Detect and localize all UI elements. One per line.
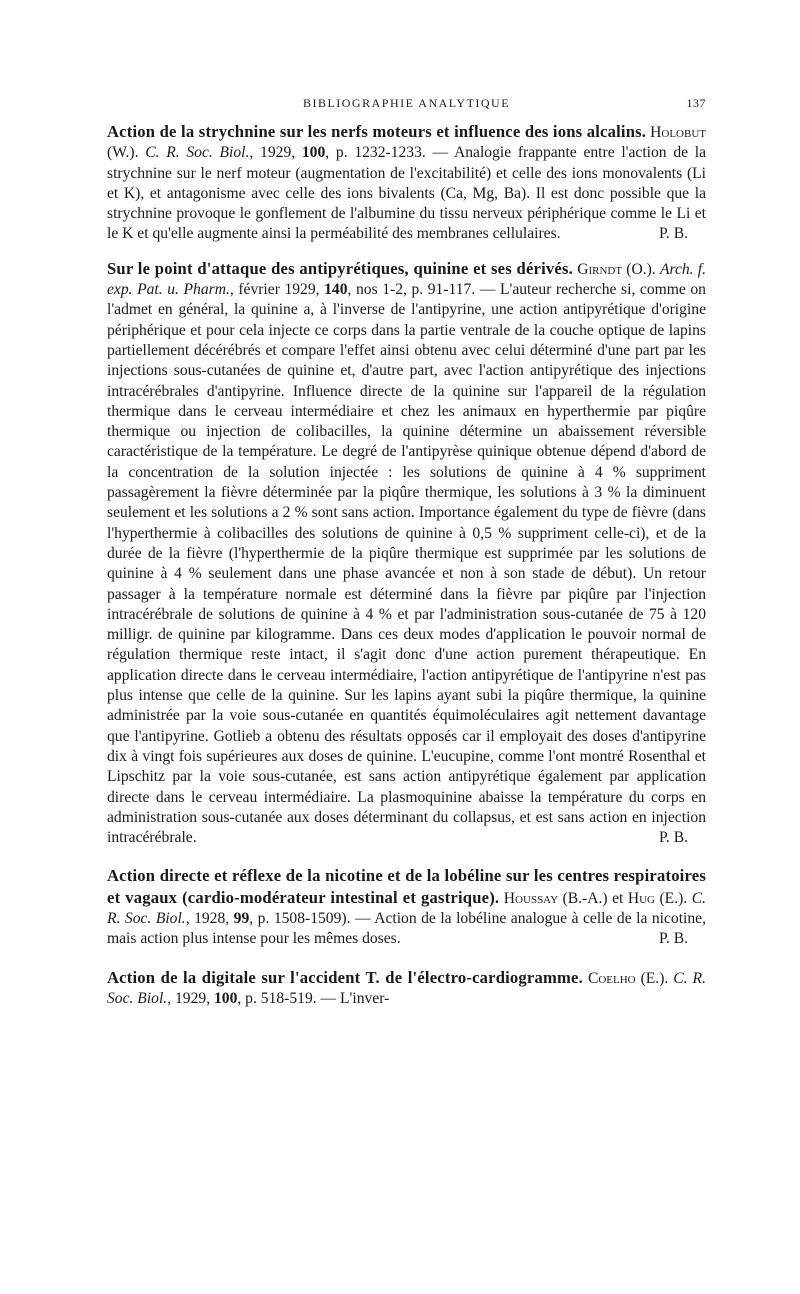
article-heading: Action directe et réflexe de la nicotine et de la lobéline sur les centres respiratoires et vagaux (cardio-modérateur intestinal et gastrique). [107, 866, 706, 907]
article-body: — L'auteur recherche si, comme on l'admet en général, la quinine a, à l'inverse de l'antipyrine, une action antipyrétique d'origine périphérique et pour cela injecte ce corps dans la partie ventrale de la couche optique de lapins partiellement décérébrés et compare l'effet ainsi obtenu avec celui déterminé d'une part par les injections sous-cutanées de quinine et, d'autre part, avec l'action antipyrétique des injections intracérébrales d'antipyrine. Influence directe de la quinine sur l'appareil de la régulation thermique dans le cerveau intermédiaire et chez les animaux en hyperthermie par piqûre thermique ou injection de colibacilles, la quinine détermine un abaissement réversible caractéristique de la température. Le degré de l'antipyrèse quinique obtenue dépend d'abord de la concentration de la solution injectée : les solutions de quinine à 4 % suppriment passagèrement la fièvre déterminée par la piqûre thermique, les solutions à 3 % la diminuent seulement et les solutions a 2 % sont sans action. Importance également du type de fièvre (dans l'hyperthermie à colibacilles des solutions de quinine à 0,5 % suppriment celle-ci), et de la durée de la fièvre (l'hyperthermie de la piqûre thermique est supprimée par les solutions de quinine à 4 % seulement dans une phase avancée et non à son stade de début). Un retour passager à la température normale est déterminé dans la fièvre par piqûre par l'injection intracérébrale de solutions de quinine à 4 % et par l'administration sous-cutanée de 75 à 120 milligr. de quinine par kilogramme. Dans ces deux modes d'application le pouvoir normal de régulation thermique reste intact, il s'agit donc d'une action purement thérapeutique. En application directe dans le cerveau intermédiaire, l'action antipyrétique de l'antipyrine n'est pas plus intense que celle de la quinine. Sur les lapins ayant subi la piqûre thermique, la quinine administrée par la voie sous-cutanée en quantités équimoléculaires agit nettement davantage que l'antipyrine. Gotlieb a obtenu des résultats opposés car il employait des doses d'antipyrine dix à vingt fois supérieures aux doses de quinine. L'eucupine, comme l'ont montré Rosenthal et Lipschitz par la voie sous-cutanée, est sans action antipyrétique également par application directe dans le cerveau intermédiaire. La plasmoquinine abaisse la température du corps en administration sous-cutanée aux doses déterminant du collapsus, et est sans action en injection intracérébrale. [107, 281, 706, 847]
article-year: , 1928, [185, 909, 234, 927]
article-volume: 99 [233, 909, 250, 927]
article-quinine [107, 259, 706, 849]
article-author: Coelho [587, 969, 636, 987]
article-heading: Sur le point d'attaque des antipyrétiques, quinine et ses dérivés. [107, 258, 573, 278]
article-signature: P. B. [658, 930, 688, 948]
article-journal: C. R. Soc. Biol. [107, 889, 706, 927]
article-body: — L'inver- [316, 989, 390, 1007]
article-pages: , p. 1508-1509). [249, 909, 351, 927]
article-pages: , p. 518-519. [237, 989, 317, 1007]
article-heading: Action de la digitale sur l'accident T. de l'électro-cardiogramme. [107, 967, 583, 987]
article-volume: 100 [213, 989, 238, 1007]
running-head-title: BIBLIOGRAPHIE ANALYTIQUE [302, 96, 511, 110]
article-signature: P. B. [658, 829, 688, 847]
article-author-initials: (O.). [622, 260, 660, 278]
article-body: — Analogie frappante entre l'action de la strychnine sur le nerf moteur (augmentation de l'excitabilité) et celle des ions monovalents (Li et K), et antagonisme avec celle des ions bivalents (Ca, Mg, Ba). Il est donc possible que la strychnine provoque le gonflement de l'albumine du tissu nerveux périphérique comme le Li et le K et qu'elle augmente ainsi la perméabilité des membranes cellulaires. [107, 144, 707, 243]
article-author-initials: (B.-A.) et [558, 889, 628, 907]
page-number: 137 [686, 96, 706, 110]
article-author-initials: (E.). [635, 969, 674, 987]
article-strychnine [107, 122, 706, 245]
article-volume: 140 [324, 281, 348, 299]
article-year: , 1929, [167, 989, 214, 1007]
article-volume: 100 [301, 144, 326, 162]
article-author: Houssay [503, 889, 559, 907]
running-head [107, 92, 706, 114]
article-journal: C. R. Soc. Biol. [107, 969, 706, 1007]
article-author-2-initials: (E.). [654, 889, 692, 907]
article-journal: C. R. Soc. Biol. [145, 144, 250, 162]
article-author-initials: (W.). [107, 144, 146, 162]
article-author: Holobut [650, 124, 706, 141]
article-author: Girndt [577, 260, 623, 278]
article-pages: , p. 1232-1233. [325, 144, 426, 162]
article-year: , février 1929, [229, 281, 325, 299]
article-author-2: Hug [627, 889, 655, 907]
article-signature: P. B. [658, 225, 688, 243]
article-pages: , nos 1-2, p. 91-117. [347, 281, 476, 299]
article-year: , 1929, [249, 144, 302, 162]
article-digitale [107, 968, 706, 1010]
article-body: — Action de la lobéline analogue à celle de la nicotine, mais action plus intense pour les mêmes doses. [107, 909, 706, 948]
article-nicotine [107, 866, 706, 949]
page [107, 92, 706, 1009]
article-heading: Action de la strychnine sur les nerfs moteurs et influence des ions alcalins. [107, 122, 647, 141]
article-journal: Arch. f. exp. Pat. u. Pharm. [107, 260, 706, 299]
